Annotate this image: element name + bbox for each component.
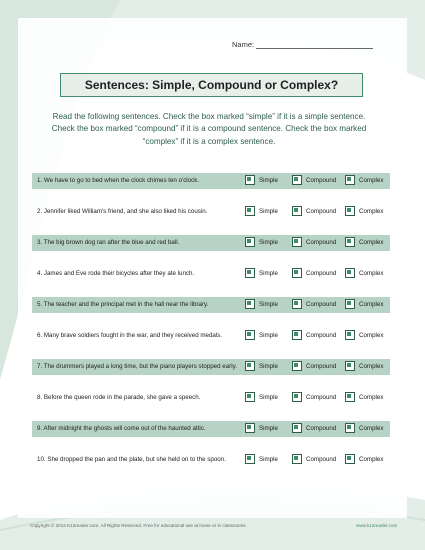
compound-label: Compound	[306, 301, 337, 308]
compound-checkbox[interactable]	[292, 268, 302, 278]
question-row	[32, 390, 390, 406]
complex-checkbox[interactable]	[345, 330, 355, 340]
simple-checkbox[interactable]	[245, 237, 255, 247]
question-text: 1. We have to go to bed when the clock chimes ten o'clock.	[37, 177, 200, 184]
compound-checkbox[interactable]	[292, 206, 302, 216]
name-underline[interactable]	[256, 48, 373, 49]
simple-checkbox[interactable]	[245, 268, 255, 278]
compound-label: Compound	[306, 270, 337, 277]
complex-checkbox[interactable]	[345, 361, 355, 371]
complex-label: Complex	[359, 270, 384, 277]
simple-label: Simple	[259, 456, 278, 463]
question-text: 4. James and Eve rode their bicycles after they ate lunch.	[37, 270, 195, 277]
simple-label: Simple	[259, 332, 278, 339]
question-text: 3. The big brown dog ran after the blue and red ball.	[37, 239, 180, 246]
question-text: 10. She dropped the pan and the plate, but she held on to the spoon.	[37, 456, 226, 463]
compound-checkbox[interactable]	[292, 237, 302, 247]
name-field[interactable]	[232, 40, 254, 49]
simple-label: Simple	[259, 208, 278, 215]
question-text: 9. After midnight the ghosts will come out of the haunted attic.	[37, 425, 206, 432]
complex-label: Complex	[359, 177, 384, 184]
complex-label: Complex	[359, 332, 384, 339]
simple-checkbox[interactable]	[245, 299, 255, 309]
simple-checkbox[interactable]	[245, 392, 255, 402]
question-row	[32, 328, 390, 344]
simple-checkbox[interactable]	[245, 330, 255, 340]
question-row	[32, 173, 390, 189]
question-text: 8. Before the queen rode in the parade, she gave a speech.	[37, 394, 201, 401]
question-text: 5. The teacher and the principal met in the hall near the library.	[37, 301, 209, 308]
complex-checkbox[interactable]	[345, 175, 355, 185]
footer-copyright: Copyright © 2013 K12reader.com. All Rights Reserved. Free for educational use at home or in classrooms.	[30, 523, 247, 528]
footer-website: www.k12reader.com	[356, 523, 398, 528]
compound-label: Compound	[306, 332, 337, 339]
compound-checkbox[interactable]	[292, 392, 302, 402]
question-row	[32, 421, 390, 437]
worksheet-title: Sentences: Simple, Compound or Complex?	[60, 73, 363, 97]
compound-label: Compound	[306, 239, 337, 246]
simple-label: Simple	[259, 301, 278, 308]
complex-checkbox[interactable]	[345, 423, 355, 433]
question-row	[32, 204, 390, 220]
question-row	[32, 452, 390, 468]
question-row	[32, 235, 390, 251]
simple-checkbox[interactable]	[245, 423, 255, 433]
question-text: 2. Jennifer liked William's friend, and she also liked his cousin.	[37, 208, 208, 215]
simple-checkbox[interactable]	[245, 206, 255, 216]
compound-checkbox[interactable]	[292, 330, 302, 340]
complex-checkbox[interactable]	[345, 268, 355, 278]
complex-checkbox[interactable]	[345, 206, 355, 216]
compound-label: Compound	[306, 177, 337, 184]
question-text: 7. The drummers played a long time, but the piano players stopped early.	[37, 363, 237, 370]
simple-label: Simple	[259, 425, 278, 432]
complex-label: Complex	[359, 301, 384, 308]
question-row	[32, 297, 390, 313]
question-row	[32, 359, 390, 375]
instructions-text: Read the following sentences. Check the box marked “simple” if it is a simple sentence. Check the box marked “compound” if it is a compound sentence. Check the box marked “complex” if it is a complex sentence.	[51, 112, 367, 146]
name-label: Name:	[232, 40, 255, 49]
compound-label: Compound	[306, 394, 337, 401]
compound-checkbox[interactable]	[292, 361, 302, 371]
compound-label: Compound	[306, 363, 337, 370]
complex-checkbox[interactable]	[345, 392, 355, 402]
complex-checkbox[interactable]	[345, 454, 355, 464]
complex-label: Complex	[359, 239, 384, 246]
complex-label: Complex	[359, 363, 384, 370]
simple-checkbox[interactable]	[245, 175, 255, 185]
compound-checkbox[interactable]	[292, 423, 302, 433]
simple-checkbox[interactable]	[245, 361, 255, 371]
complex-label: Complex	[359, 208, 384, 215]
compound-label: Compound	[306, 456, 337, 463]
complex-label: Complex	[359, 456, 384, 463]
complex-label: Complex	[359, 425, 384, 432]
question-text: 6. Many brave soldiers fought in the war, and they received medals.	[37, 332, 223, 339]
simple-label: Simple	[259, 363, 278, 370]
complex-checkbox[interactable]	[345, 237, 355, 247]
simple-label: Simple	[259, 177, 278, 184]
compound-checkbox[interactable]	[292, 454, 302, 464]
question-row	[32, 266, 390, 282]
simple-checkbox[interactable]	[245, 454, 255, 464]
simple-label: Simple	[259, 239, 278, 246]
complex-label: Complex	[359, 394, 384, 401]
complex-checkbox[interactable]	[345, 299, 355, 309]
compound-label: Compound	[306, 425, 337, 432]
compound-checkbox[interactable]	[292, 175, 302, 185]
simple-label: Simple	[259, 394, 278, 401]
simple-label: Simple	[259, 270, 278, 277]
compound-checkbox[interactable]	[292, 299, 302, 309]
compound-label: Compound	[306, 208, 337, 215]
